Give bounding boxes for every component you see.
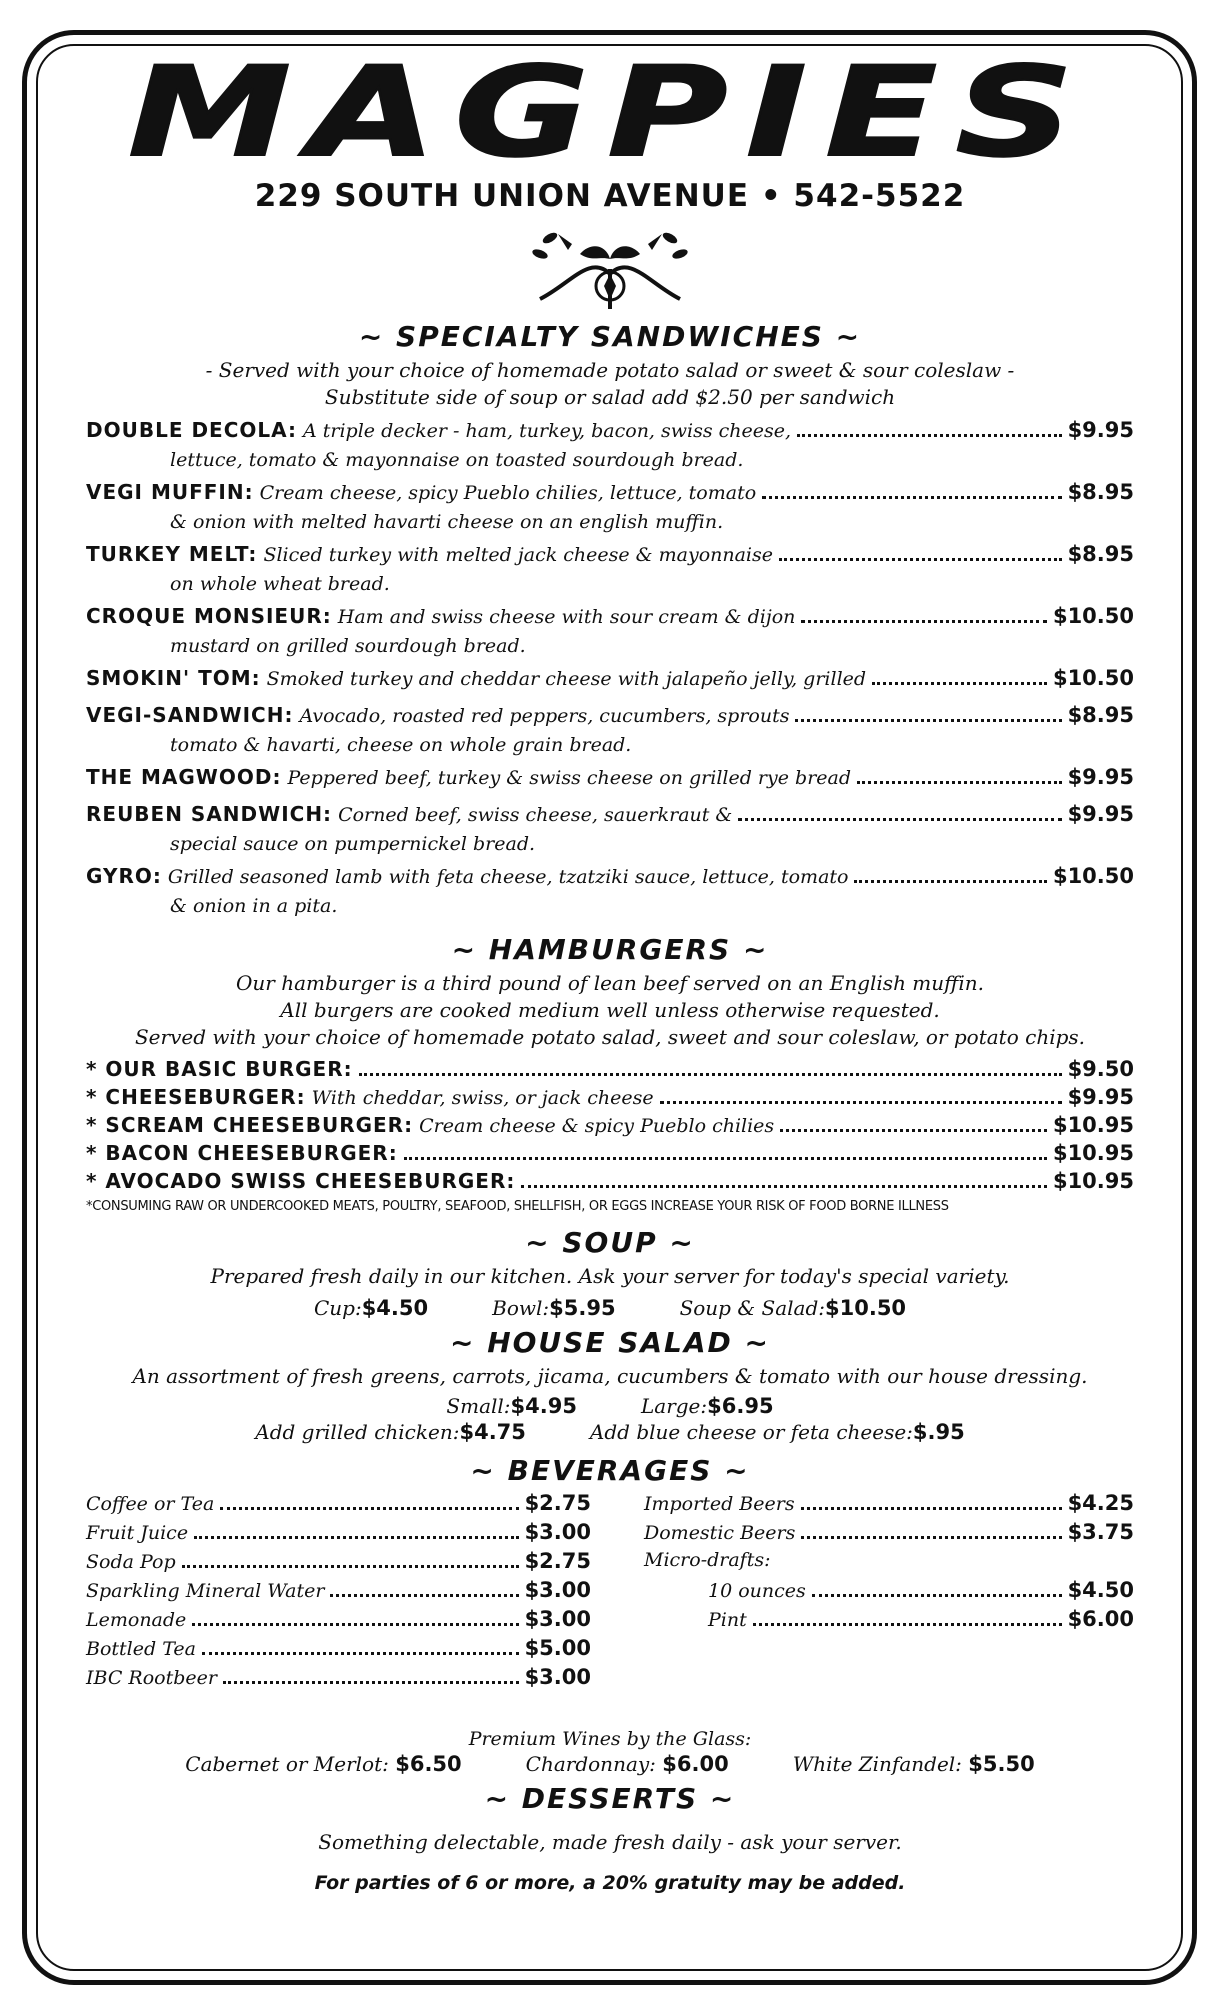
dot-leader	[223, 1681, 519, 1684]
wine-chardonnay-price: Chardonnay: $6.00	[525, 1752, 729, 1776]
menu-page	[86, 41, 1134, 1894]
beverage-row	[86, 1636, 591, 1665]
menu-item-price: $9.95	[1067, 802, 1134, 826]
menu-item-name: TURKEY MELT:	[86, 542, 258, 566]
beverage-name: Bottled Tea	[86, 1638, 196, 1660]
beverage-name: Domestic Beers	[644, 1522, 796, 1544]
menu-item	[86, 542, 1134, 597]
beverage-row	[644, 1491, 1134, 1520]
burger-item-name: * AVOCADO SWISS CHEESEBURGER:	[86, 1169, 516, 1193]
wine-zinfandel-price: White Zinfandel: $5.50	[792, 1752, 1035, 1776]
salad-small-price: Small:$4.95	[446, 1394, 577, 1418]
sandwiches-note: Substitute side of soup or salad add $2.50 per sandwich	[324, 385, 896, 409]
sandwiches-note: - Served with your choice of homemade potato salad or sweet & sour coleslaw -	[205, 358, 1015, 382]
dot-leader	[404, 1157, 1047, 1160]
beverage-name: Coffee or Tea	[86, 1493, 215, 1515]
beverage-name: IBC Rootbeer	[86, 1667, 217, 1689]
burger-item-name: * SCREAM CHEESEBURGER:	[86, 1113, 414, 1137]
menu-item-description-cont: & onion in a pita.	[170, 895, 338, 917]
gratuity-footer: For parties of 6 or more, a 20% gratuity may be added.	[314, 1872, 906, 1894]
burger-item-name: * CHEESEBURGER:	[86, 1085, 306, 1109]
beverage-price: $3.75	[1067, 1520, 1134, 1544]
soup-cup-price: Cup:$4.50	[313, 1296, 429, 1320]
menu-item-description-cont: lettuce, tomato & mayonnaise on toasted sourdough bread.	[170, 449, 744, 471]
soup-salad-price: Soup & Salad:$10.50	[679, 1296, 907, 1320]
beverage-price: $3.00	[524, 1578, 591, 1602]
beverage-name: Sparkling Mineral Water	[86, 1580, 325, 1602]
beverage-row	[86, 1549, 591, 1578]
dot-leader	[854, 880, 1046, 883]
section-title-hamburgers: ~ HAMBURGERS ~	[451, 933, 769, 966]
burger-item-row	[86, 1113, 1134, 1141]
beverage-row	[644, 1607, 1134, 1636]
salad-sizes	[86, 1394, 1134, 1418]
soup-prices	[86, 1296, 1134, 1320]
beverages-left-column	[86, 1491, 591, 1694]
burger-item-price: $10.95	[1052, 1141, 1134, 1165]
dot-leader	[857, 781, 1062, 784]
dot-leader	[660, 1101, 1062, 1104]
beverage-price: $4.25	[1067, 1491, 1134, 1515]
menu-item	[86, 765, 1134, 795]
menu-item-row	[86, 604, 1134, 634]
menu-item-row	[86, 703, 1134, 733]
section-title-sandwiches: ~ SPECIALTY SANDWICHES ~	[358, 320, 862, 353]
menu-item-name: CROQUE MONSIEUR:	[86, 604, 332, 628]
beverage-name: Fruit Juice	[86, 1522, 189, 1544]
beverage-price: $5.00	[524, 1636, 591, 1660]
menu-item-description: Smoked turkey and cheddar cheese with jalapeño jelly, grilled	[266, 668, 867, 690]
menu-item-row	[86, 666, 1134, 696]
beverages-columns	[86, 1491, 1134, 1694]
beverage-row	[644, 1578, 1134, 1607]
menu-item-name: VEGI MUFFIN:	[86, 480, 254, 504]
section-title-desserts: ~ DESSERTS ~	[484, 1782, 736, 1815]
beverage-name: 10 ounces	[708, 1580, 806, 1602]
beverage-name: Imported Beers	[644, 1493, 795, 1515]
menu-item-price: $8.95	[1067, 480, 1134, 504]
hamburgers-note: Served with your choice of homemade potato salad, sweet and sour coleslaw, or potato chips.	[134, 1025, 1086, 1049]
burger-item-row	[86, 1085, 1134, 1113]
menu-item-price: $8.95	[1067, 703, 1134, 727]
burger-item-price: $10.95	[1052, 1113, 1134, 1137]
menu-item-description: Avocado, roasted red peppers, cucumbers, sprouts	[299, 705, 790, 727]
beverage-price: $4.50	[1067, 1578, 1134, 1602]
menu-item	[86, 480, 1134, 535]
menu-item-name: GYRO:	[86, 864, 162, 888]
beverage-name: Lemonade	[86, 1609, 187, 1631]
dot-leader	[797, 434, 1062, 437]
beverage-name: Soda Pop	[86, 1551, 176, 1573]
menu-item-row	[86, 765, 1134, 795]
beverage-price: $3.00	[524, 1520, 591, 1544]
soup-bowl-price: Bowl:$5.95	[492, 1296, 616, 1320]
burger-list	[86, 1057, 1134, 1197]
beverage-price: $2.75	[524, 1549, 591, 1573]
dot-leader	[779, 558, 1062, 561]
menu-item-description-cont: mustard on grilled sourdough bread.	[170, 635, 526, 657]
menu-item	[86, 703, 1134, 758]
dot-leader	[521, 1185, 1047, 1188]
menu-item	[86, 604, 1134, 659]
beverage-price: $2.75	[524, 1491, 591, 1515]
menu-item-description: Sliced turkey with melted jack cheese & mayonnaise	[263, 544, 774, 566]
menu-item	[86, 418, 1134, 473]
burger-item-price: $9.95	[1067, 1085, 1134, 1109]
beverage-name: Micro-drafts:	[644, 1549, 771, 1571]
menu-item-price: $10.50	[1052, 666, 1134, 690]
menu-item-description: Cream cheese, spicy Pueblo chilies, lettuce, tomato	[259, 482, 757, 504]
menu-item-description-cont: on whole wheat bread.	[170, 573, 390, 595]
burger-item-row	[86, 1141, 1134, 1169]
menu-item-row	[86, 418, 1134, 448]
dot-leader	[202, 1652, 519, 1655]
burger-item-price: $10.95	[1052, 1169, 1134, 1193]
menu-item-row	[86, 480, 1134, 510]
beverage-row	[644, 1520, 1134, 1549]
beverage-row	[86, 1491, 591, 1520]
menu-item	[86, 666, 1134, 696]
dot-leader	[762, 496, 1061, 499]
menu-item-name: VEGI-SANDWICH:	[86, 703, 294, 727]
dot-leader	[872, 682, 1047, 685]
dot-leader	[801, 1507, 1062, 1510]
burger-item-row	[86, 1169, 1134, 1197]
beverage-row	[86, 1520, 591, 1549]
menu-item-price: $10.50	[1052, 864, 1134, 888]
hamburgers-note: All burgers are cooked medium well unless otherwise requested.	[280, 998, 940, 1022]
wine-prices	[86, 1752, 1134, 1776]
burger-item-price: $9.50	[1067, 1057, 1134, 1081]
sandwich-list	[86, 418, 1134, 919]
menu-item-price: $8.95	[1067, 542, 1134, 566]
soup-note: Prepared fresh daily in our kitchen. Ask your server for today's special variety.	[210, 1264, 1010, 1288]
dot-leader	[359, 1073, 1062, 1076]
menu-item-description: Grilled seasoned lamb with feta cheese, tzatziki sauce, lettuce, tomato	[167, 866, 849, 888]
menu-item-row	[86, 802, 1134, 832]
menu-item-name: DOUBLE DECOLA:	[86, 418, 297, 442]
dot-leader	[194, 1536, 518, 1539]
menu-item-description-cont: special sauce on pumpernickel bread.	[170, 833, 536, 855]
beverage-row	[86, 1665, 591, 1694]
beverage-price: $3.00	[524, 1665, 591, 1689]
menu-item-description-cont: & onion with melted havarti cheese on an english muffin.	[170, 511, 724, 533]
section-title-soup: ~ SOUP ~	[525, 1226, 695, 1259]
burger-item-description: With cheddar, swiss, or jack cheese	[311, 1087, 654, 1109]
menu-item	[86, 864, 1134, 919]
dot-leader	[780, 1129, 1047, 1132]
beverage-row	[86, 1578, 591, 1607]
dot-leader	[812, 1594, 1062, 1597]
burger-item-name: * BACON CHEESEBURGER:	[86, 1141, 398, 1165]
dot-leader	[330, 1594, 518, 1597]
restaurant-logo: MAGPIES	[128, 41, 1092, 185]
dot-leader	[220, 1507, 518, 1510]
salad-addon-chicken: Add grilled chicken:$4.75	[255, 1420, 526, 1444]
restaurant-address: 229 SOUTH UNION AVENUE • 542-5522	[254, 178, 966, 214]
beverage-price: $6.00	[1067, 1607, 1134, 1631]
menu-item-row	[86, 542, 1134, 572]
beverages-right-column	[644, 1491, 1134, 1694]
menu-item-name: REUBEN SANDWICH:	[86, 802, 333, 826]
menu-item-description-cont: tomato & havarti, cheese on whole grain bread.	[170, 734, 632, 756]
dot-leader	[795, 719, 1061, 722]
menu-item-description: A triple decker - ham, turkey, bacon, swiss cheese,	[303, 420, 792, 442]
beverage-row	[644, 1549, 1134, 1578]
beverage-name: Pint	[708, 1609, 747, 1631]
hamburgers-note: Our hamburger is a third pound of lean beef served on an English muffin.	[236, 971, 984, 995]
beverage-price: $3.00	[524, 1607, 591, 1631]
section-title-beverages: ~ BEVERAGES ~	[470, 1454, 750, 1487]
dot-leader	[753, 1623, 1062, 1626]
dot-leader	[801, 1536, 1061, 1539]
wines-title: Premium Wines by the Glass:	[468, 1728, 752, 1750]
burger-item-description: Cream cheese & spicy Pueblo chilies	[419, 1115, 775, 1137]
menu-item-name: SMOKIN' TOM:	[86, 666, 261, 690]
dot-leader	[182, 1565, 519, 1568]
menu-item	[86, 802, 1134, 857]
burger-item-row	[86, 1057, 1134, 1085]
beverage-row	[86, 1607, 591, 1636]
menu-item-name: THE MAGWOOD:	[86, 765, 282, 789]
menu-item-description: Ham and swiss cheese with sour cream & dijon	[337, 606, 796, 628]
wine-cabernet-price: Cabernet or Merlot: $6.50	[185, 1752, 462, 1776]
dot-leader	[801, 620, 1047, 623]
dot-leader	[192, 1623, 518, 1626]
menu-item-row	[86, 864, 1134, 894]
salad-addons	[86, 1420, 1134, 1444]
menu-item-description: Peppered beef, turkey & swiss cheese on grilled rye bread	[287, 767, 852, 789]
food-safety-disclaimer: *CONSUMING RAW OR UNDERCOOKED MEATS, POULTRY, SEAFOOD, SHELLFISH, OR EGGS INCREASE YOUR RISK OF FOOD BORNE ILLNESS	[86, 1199, 949, 1214]
salad-large-price: Large:$6.95	[640, 1394, 774, 1418]
menu-item-price: $10.50	[1052, 604, 1134, 628]
burger-item-name: * OUR BASIC BURGER:	[86, 1057, 353, 1081]
menu-item-description: Corned beef, swiss cheese, sauerkraut &	[338, 804, 733, 826]
magpies-bird-emblem-icon	[510, 214, 710, 314]
menu-item-price: $9.95	[1067, 418, 1134, 442]
desserts-note: Something delectable, made fresh daily - ask your server.	[318, 1830, 902, 1854]
salad-note: An assortment of fresh greens, carrots, jicama, cucumbers & tomato with our house dressing.	[132, 1364, 1088, 1388]
salad-addon-cheese: Add blue cheese or feta cheese:$.95	[589, 1420, 965, 1444]
menu-item-price: $9.95	[1067, 765, 1134, 789]
section-title-salad: ~ HOUSE SALAD ~	[449, 1326, 771, 1359]
dot-leader	[738, 818, 1061, 821]
